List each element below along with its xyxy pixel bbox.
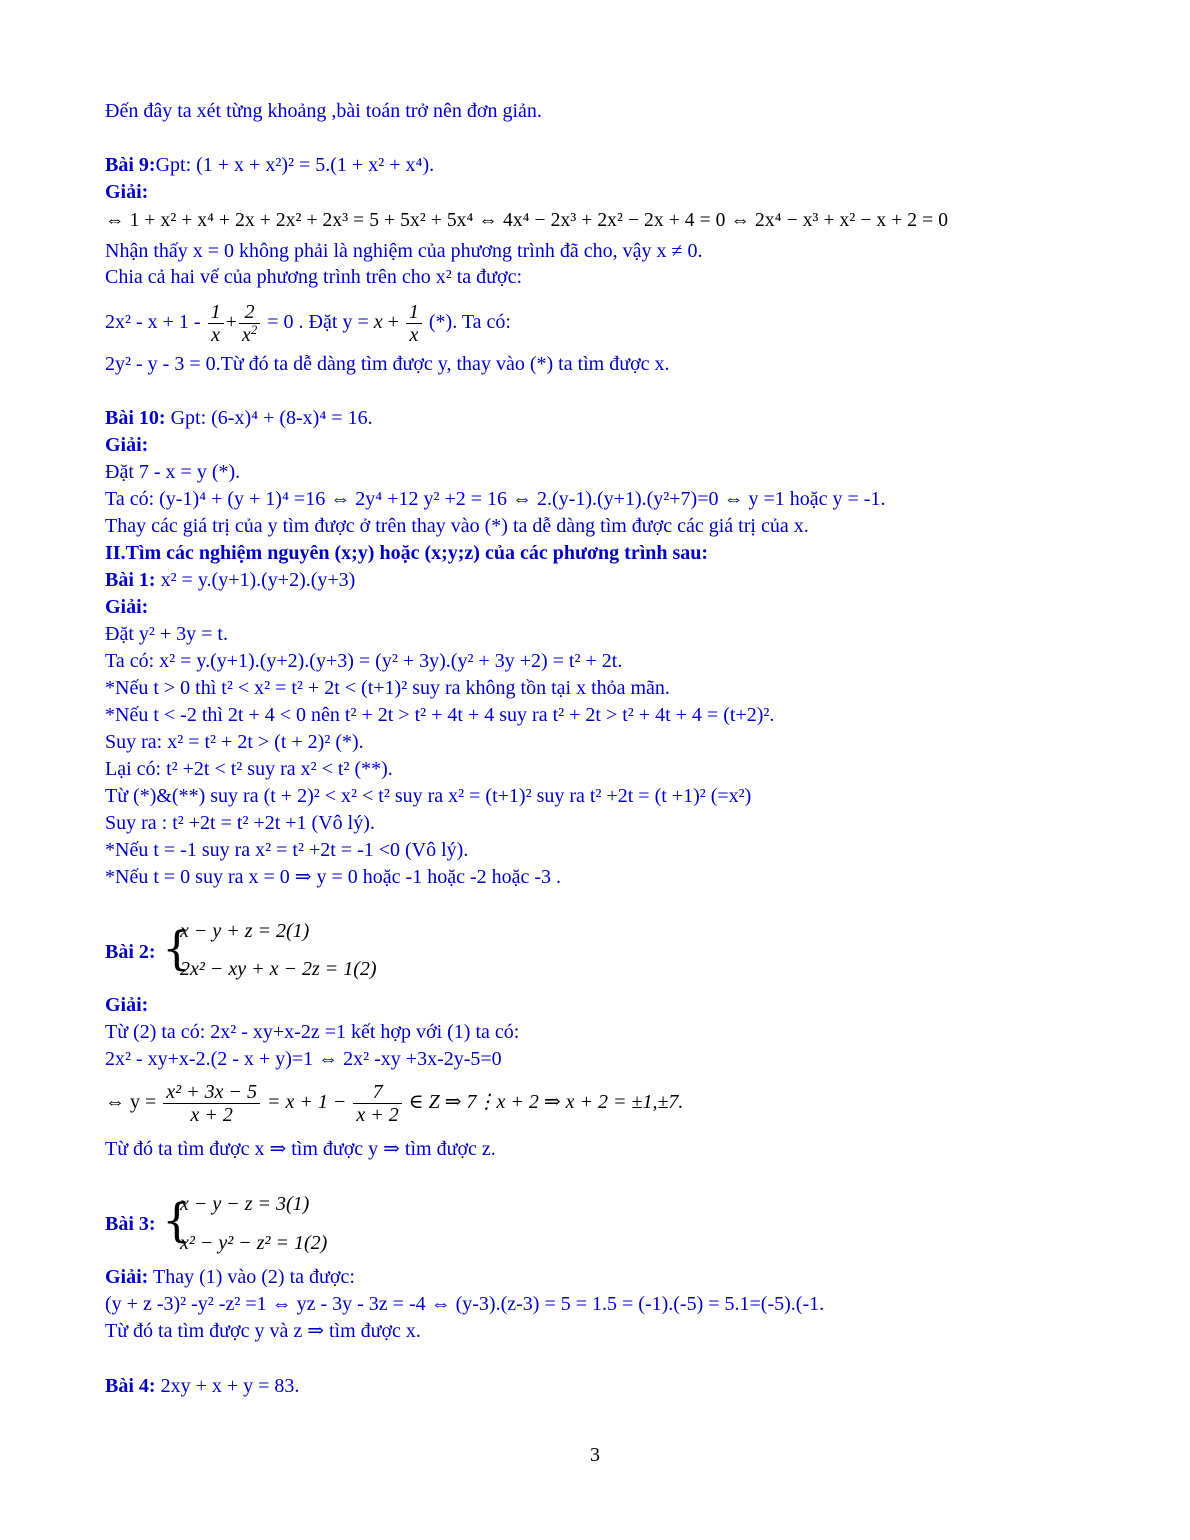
bai1-line: Lại có: t² +2t < t² suy ra x² < t² (**). xyxy=(105,758,393,780)
fraction-7: $\frac{7}{x + 2}$ xyxy=(353,1081,401,1126)
bai9-line3: Chia cả hai vế của phương trình trên cho x² ta được: xyxy=(105,266,523,288)
bai1-heading xyxy=(105,568,355,592)
bai3-system-eq2: x² − y² − z² = 1(2) xyxy=(180,1232,328,1254)
bai3-line2: (y + z -3)² -y² -z² =1 ⇔ yz - 3y - 3z = -4 ⇔ (y-3).(z-3) = 5 = 1.5 = (-1).(-5) = 5.1=(-5).(-1. xyxy=(105,1293,825,1315)
bai9-line4-c: (*). Ta có: xyxy=(428,311,511,333)
bai9-line2: Nhận thấy x = 0 không phải là nghiệm của phương trình đã cho, vậy x ≠ 0. xyxy=(105,240,703,262)
bai9-title: Bài 9: xyxy=(105,154,156,176)
bai3-giai: Giải: xyxy=(105,1266,149,1288)
bai3-line1 xyxy=(105,1265,355,1289)
bai4-problem: 2xy + x + y = 83. xyxy=(155,1375,300,1397)
bai10-giai: Giải: xyxy=(105,434,149,456)
bai1-line: *Nếu t = -1 suy ra x² = t² +2t = -1 <0 (Vô lý). xyxy=(105,839,469,861)
bai3-title: Bài 3: xyxy=(105,1213,156,1235)
bai1-line: Suy ra: x² = t² + 2t > (t + 2)² (*). xyxy=(105,731,364,753)
bai2-system-eq2: 2x² − xy + x − 2z = 1(2) xyxy=(180,958,377,980)
bai9-heading xyxy=(105,153,434,177)
bai9-problem: Gpt: (1 + x + x²)² = 5.(1 + x² + x⁴). xyxy=(155,154,435,176)
section-2-heading: II.Tìm các nghiệm nguyên (x;y) hoặc (x;y;z) của các phương trình sau: xyxy=(105,542,709,564)
bai1-line: Từ (*)&(**) suy ra (t + 2)² < x² < t² suy ra x² = (t+1)² suy ra t² +2t = (t +1)² (=x²) xyxy=(105,785,752,807)
system-brace: { xyxy=(162,921,192,975)
bai1-line: *Nếu t > 0 thì t² < x² = t² + 2t < (t+1)² suy ra không tồn tại x thỏa mãn. xyxy=(105,677,670,699)
fraction-1-over-x: $\frac{1}{x}$ xyxy=(208,301,224,346)
page-number: 3 xyxy=(590,1444,600,1466)
system-brace: { xyxy=(162,1193,192,1247)
bai10-problem: Gpt: (6-x)⁴ + (8-x)⁴ = 16. xyxy=(165,407,373,429)
bai2-line4: Từ đó ta tìm được x ⇒ tìm được y ⇒ tìm được z. xyxy=(105,1138,496,1160)
bai2-line2: 2x² - xy+x-2.(2 - x + y)=1 ⇔ 2x² -xy +3x-2y-5=0 xyxy=(105,1048,502,1070)
bai10-title: Bài 10: xyxy=(105,407,166,429)
bai10-line1: Đặt 7 - x = y (*). xyxy=(105,461,241,483)
bai2-eq-c: ∈ Z ⇒ 7⋮x + 2 ⇒ x + 2 = ±1,±7. xyxy=(408,1091,684,1113)
bai10-heading xyxy=(105,406,373,430)
bai1-title: Bài 1: xyxy=(105,569,156,591)
bai1-giai: Giải: xyxy=(105,596,149,618)
bai2-eq-a: ⇔ y = xyxy=(105,1091,157,1113)
bai9-giai: Giải: xyxy=(105,181,149,203)
bai1-line: Đặt y² + 3y = t. xyxy=(105,623,228,645)
bai2-giai: Giải: xyxy=(105,994,149,1016)
fraction-poly: $\frac{\text{x² + 3x − 5}}{x + 2}$ xyxy=(163,1081,260,1126)
bai9-equation: ⇔ 1 + x² + x⁴ + 2x + 2x² + 2x³ = 5 + 5x² + 5x⁴ ⇔ 4x⁴ − 2x³ + 2x² − 2x + 4 = 0 ⇔ 2x⁴ − x³ + x² − x + 2 = 0 xyxy=(105,210,949,231)
bai1-line: Ta có: x² = y.(y+1).(y+2).(y+3) = (y² + 3y).(y² + 3y +2) = t² + 2t. xyxy=(105,650,623,672)
bai1-line: *Nếu t < -2 thì 2t + 4 < 0 nên t² + 2t > t² + 4t + 4 suy ra t² + 2t > t² + 4t + 4 = (t+2)². xyxy=(105,704,775,726)
bai4-heading xyxy=(105,1374,299,1398)
bai3-line1-rest: Thay (1) vào (2) ta được: xyxy=(148,1266,355,1288)
bai9-line4-a: 2x² - x + 1 - xyxy=(105,311,201,333)
bai10-line3: Thay các giá trị của y tìm được ở trên thay vào (*) ta dễ dàng tìm được các giá trị của x. xyxy=(105,515,809,537)
bai1-line: *Nếu t = 0 suy ra x = 0 ⇒ y = 0 hoặc -1 hoặc -2 hoặc -3 . xyxy=(105,866,562,888)
bai3-system-eq1: x − y − z = 3(1) xyxy=(180,1193,310,1215)
bai2-system-eq1: x − y + z = 2(1) xyxy=(180,920,310,942)
intro-line: Đến đây ta xét từng khoảng ,bài toán trở nên đơn giản. xyxy=(105,100,542,122)
bai3-line3: Từ đó ta tìm được y và z ⇒ tìm được x. xyxy=(105,1320,421,1342)
bai2-line1: Từ (2) ta có: 2x² - xy+x-2z =1 kết hợp với (1) ta có: xyxy=(105,1021,520,1043)
bai9-line4-b: = 0 . Đặt y = xyxy=(267,311,369,333)
bai9-line5: 2y² - y - 3 = 0.Từ đó ta dễ dàng tìm được y, thay vào (*) ta tìm được x. xyxy=(105,353,670,375)
bai2-fraction-equation xyxy=(105,1073,683,1131)
bai1-problem: x² = y.(y+1).(y+2).(y+3) xyxy=(155,569,356,591)
bai4-title: Bài 4: xyxy=(105,1375,156,1397)
bai1-line: Suy ra : t² +2t = t² +2t +1 (Vô lý). xyxy=(105,812,375,834)
fraction-1-over-x-b: $\frac{1}{x}$ xyxy=(406,301,422,346)
bai10-line2: Ta có: (y-1)⁴ + (y + 1)⁴ =16 ⇔ 2y⁴ +12 y² +2 = 16 ⇔ 2.(y-1).(y+1).(y²+7)=0 ⇔ y =1 hoặc y = -1. xyxy=(105,488,886,510)
fraction-2-over-x2: $\frac{2}{x^2}$ xyxy=(239,301,260,346)
bai9-line4: 2x² - x + 1 - $\frac{1}{x}$ + $\frac{2}{x^2}$ = 0 . Đặt y = x + $\frac{1}{x}$ (*). Ta có: xyxy=(105,300,511,346)
bai2-eq-b: = x + 1 − xyxy=(267,1091,347,1113)
bai2-title: Bài 2: xyxy=(105,941,156,963)
